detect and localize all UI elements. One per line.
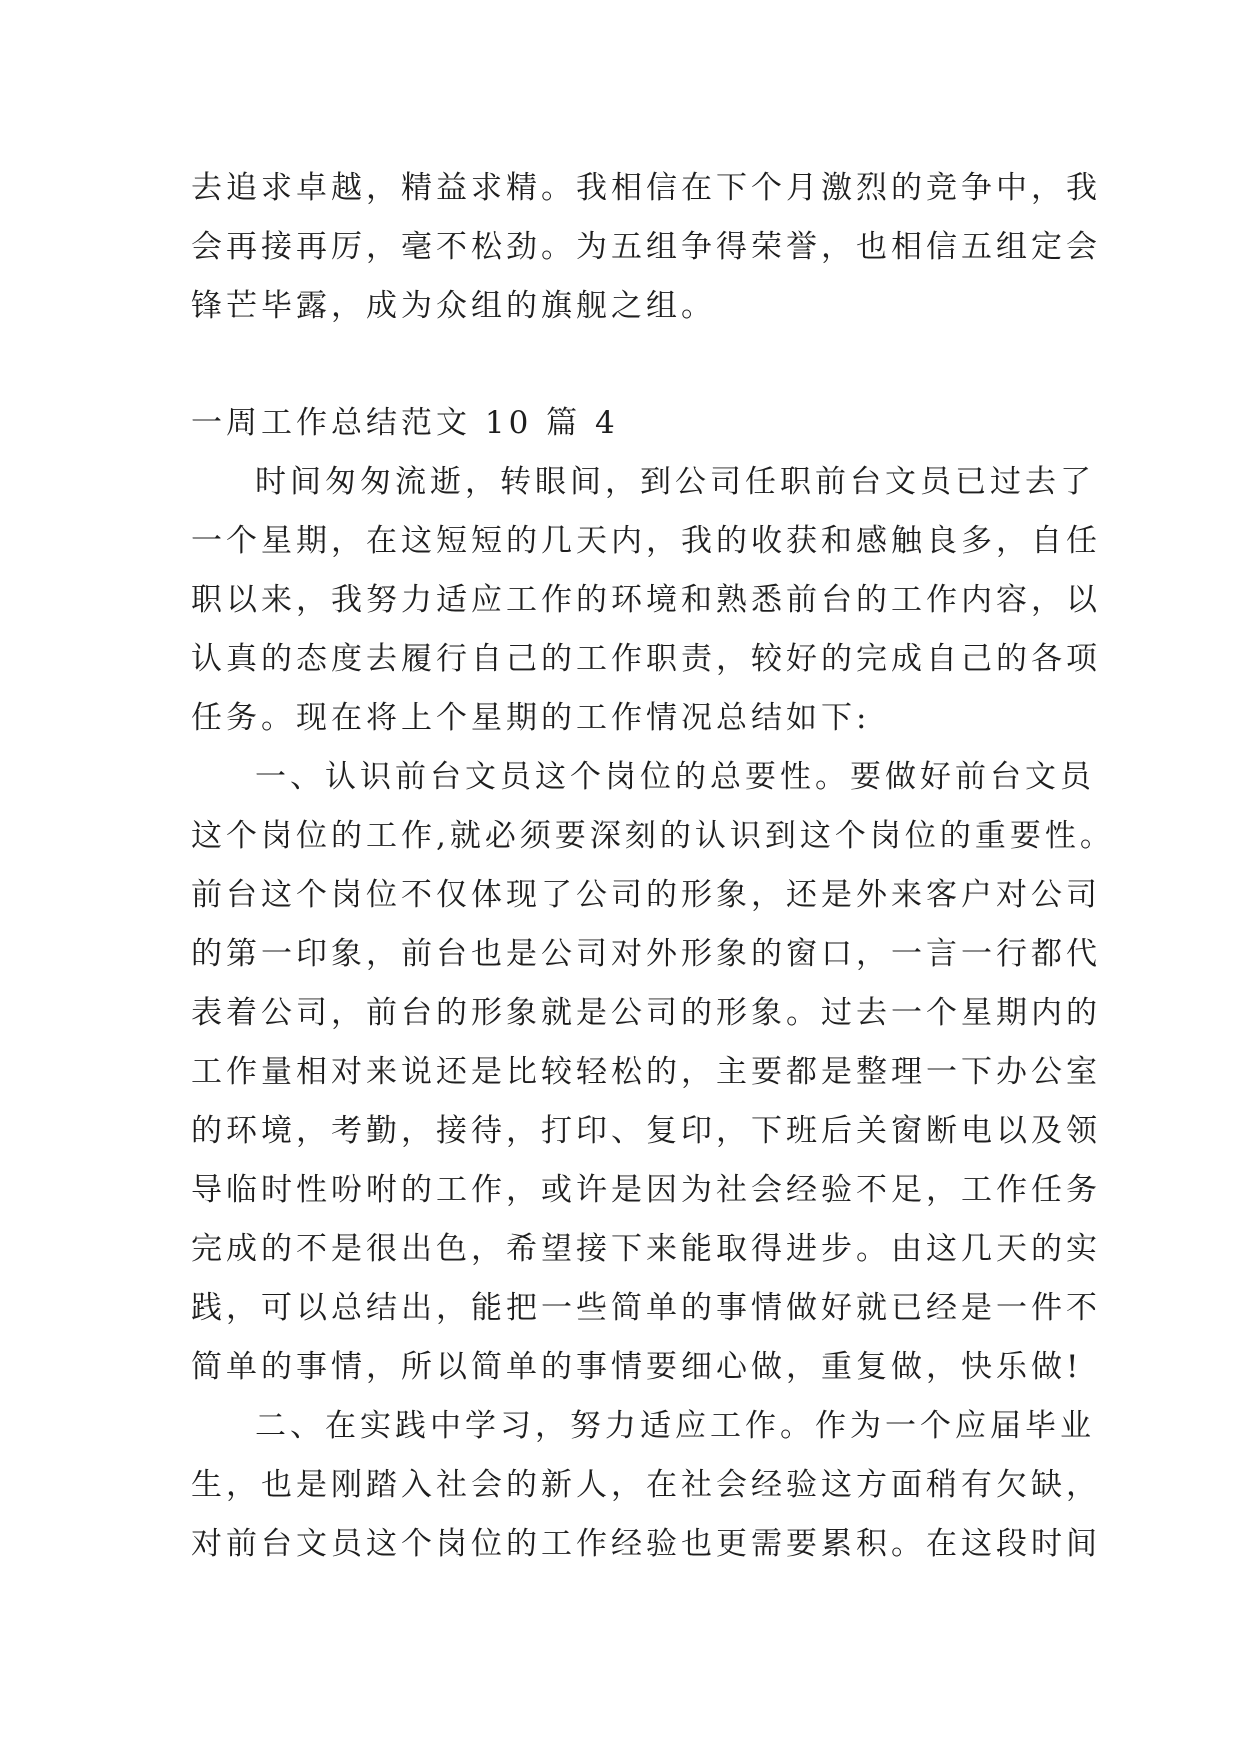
section-title: 一周工作总结范文 10 篇 4 [191, 405, 619, 441]
paragraph-line: 表着公司，前台的形象就是公司的形象。过去一个星期内的 [191, 995, 1101, 1031]
paragraph-line: 二、在实践中学习，努力适应工作。作为一个应届毕业 [255, 1408, 1095, 1444]
paragraph-line: 践，可以总结出，能把一些简单的事情做好就已经是一件不 [191, 1290, 1101, 1326]
paragraph-line: 去追求卓越，精益求精。我相信在下个月激烈的竞争中，我 [191, 170, 1101, 206]
paragraph-line: 会再接再厉，毫不松劲。为五组争得荣誉，也相信五组定会 [191, 229, 1101, 265]
paragraph-line: 认真的态度去履行自己的工作职责，较好的完成自己的各项 [191, 641, 1101, 677]
paragraph-line: 对前台文员这个岗位的工作经验也更需要累积。在这段时间 [191, 1526, 1101, 1562]
paragraph-line: 简单的事情，所以简单的事情要细心做，重复做，快乐做! [191, 1349, 1083, 1385]
paragraph-line: 一、认识前台文员这个岗位的总要性。要做好前台文员 [255, 759, 1095, 795]
paragraph-line: 一个星期，在这短短的几天内，我的收获和感触良多，自任 [191, 523, 1101, 559]
paragraph-line: 前台这个岗位不仅体现了公司的形象，还是外来客户对公司 [191, 877, 1101, 913]
paragraph-line: 时间匆匆流逝，转眼间，到公司任职前台文员已过去了 [255, 464, 1095, 500]
paragraph-line: 完成的不是很出色，希望接下来能取得进步。由这几天的实 [191, 1231, 1101, 1267]
paragraph-line: 这个岗位的工作,就必须要深刻的认识到这个岗位的重要性。 [191, 818, 1115, 854]
paragraph-line: 的环境，考勤，接待，打印、复印，下班后关窗断电以及领 [191, 1113, 1101, 1149]
paragraph-line: 生，也是刚踏入社会的新人，在社会经验这方面稍有欠缺， [191, 1467, 1101, 1503]
paragraph-line: 职以来，我努力适应工作的环境和熟悉前台的工作内容，以 [191, 582, 1101, 618]
paragraph-line: 锋芒毕露，成为众组的旗舰之组。 [191, 288, 716, 324]
paragraph-line: 导临时性吩咐的工作，或许是因为社会经验不足，工作任务 [191, 1172, 1101, 1208]
paragraph-line: 的第一印象，前台也是公司对外形象的窗口，一言一行都代 [191, 936, 1101, 972]
paragraph-line: 工作量相对来说还是比较轻松的，主要都是整理一下办公室 [191, 1054, 1101, 1090]
paragraph-line: 任务。现在将上个星期的工作情况总结如下: [191, 700, 871, 736]
